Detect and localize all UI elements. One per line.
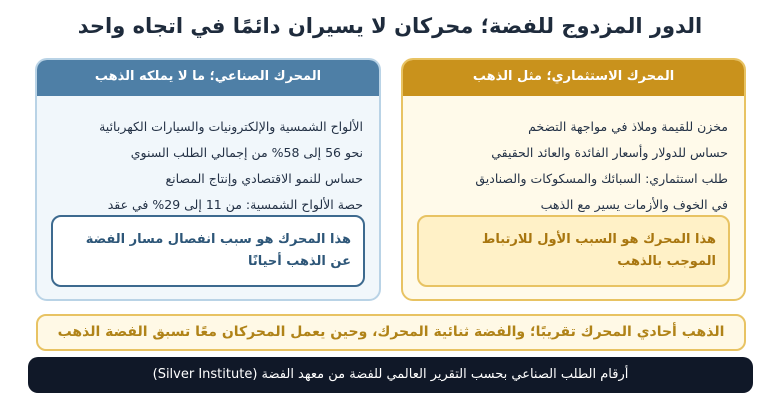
- industrial-driver-header: المحرك الصناعي؛ ما لا يملكه الذهب: [37, 60, 379, 96]
- investment-item: مخزن للقيمة وملاذ في مواجهة التضخم: [528, 119, 728, 134]
- industrial-item: حصة الألواح الشمسية: من 11 إلى 29% في عقد: [107, 197, 363, 212]
- investment-callout-text: هذا المحرك هو السبب الأول للارتباط الموجب بالذهب: [481, 232, 716, 269]
- industrial-callout-text: هذا المحرك هو سبب انفصال مسار الفضة عن الذهب أحيانًا: [85, 232, 351, 269]
- industrial-item: حساس للنمو الاقتصادي وإنتاج المصانع: [165, 171, 363, 186]
- diagram-title: الدور المزدوج للفضة؛ محركان لا يسيران دائمًا في اتجاه واحد: [77, 14, 703, 38]
- summary-banner: الذهب أحادي المحرك تقريبًا؛ والفضة ثنائية المحرك، وحين يعمل المحركان معًا تسبق الفضة الذهب: [36, 314, 746, 351]
- investment-item: طلب استثماري: السبائك والمسكوكات والصناديق: [475, 171, 728, 186]
- industrial-item: نحو 56 إلى 58% من إجمالي الطلب السنوي: [130, 145, 363, 160]
- investment-callout: [417, 215, 730, 287]
- industrial-driver-list: [49, 118, 363, 222]
- industrial-driver-card: [35, 58, 381, 301]
- investment-driver-list: [415, 118, 728, 222]
- investment-driver-header: المحرك الاستثماري؛ مثل الذهب: [403, 60, 744, 96]
- industrial-item: الألواح الشمسية والإلكترونيات والسيارات الكهربائية: [99, 119, 363, 134]
- source-footer: أرقام الطلب الصناعي بحسب التقرير العالمي للفضة من معهد الفضة (Silver Institute): [28, 357, 753, 393]
- investment-item: في الخوف والأزمات يسير مع الذهب: [540, 197, 728, 212]
- investment-driver-card: [401, 58, 746, 301]
- investment-item: حساس للدولار وأسعار الفائدة والعائد الحقيقي: [491, 145, 728, 160]
- industrial-callout: [51, 215, 365, 287]
